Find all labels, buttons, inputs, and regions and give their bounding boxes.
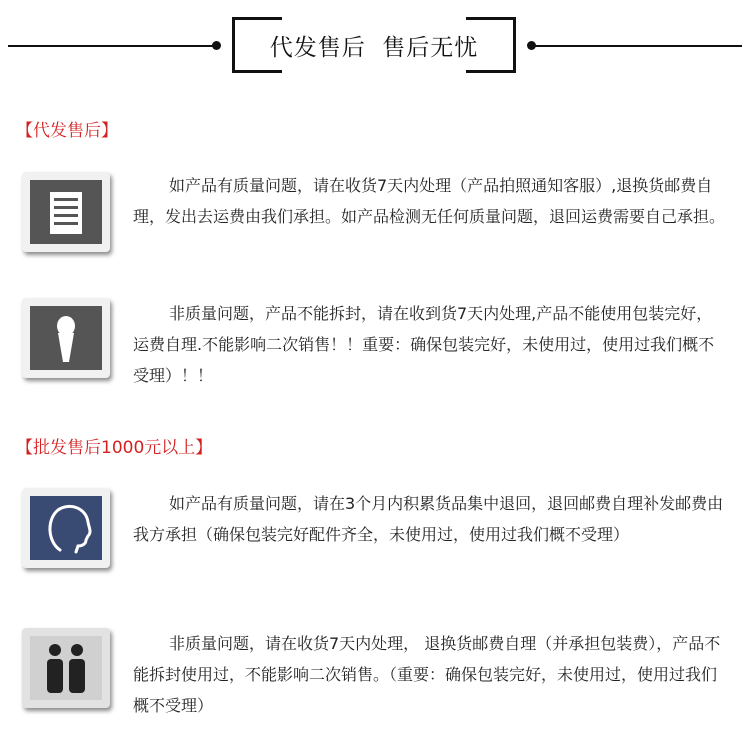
- document-icon: [30, 180, 102, 244]
- item-1-text: 如产品有质量问题，请在收货7天内处理（产品拍照通知客服）,退换货邮费自理，发出去运费由我们承担。如产品检测无任何质量问题，退回运费需要自己承担。: [133, 176, 726, 226]
- section-heading-wholesale: 【批发售后1000元以上】: [16, 438, 213, 458]
- item-3-icon-tile: [22, 488, 112, 570]
- item-4-text: 非质量问题，请在收货7天内处理， 退换货邮费自理（并承担包装费），产品不能拆封使用过，不能影响二次销售。（重要：确保包装完好，未使用过，使用过我们概不受理）: [133, 634, 721, 715]
- item-2-icon-tile: [22, 298, 112, 380]
- head-profile-icon: [30, 496, 102, 560]
- header-line-right: [532, 45, 742, 47]
- header-dot-left: [212, 41, 221, 50]
- item-3-text: 如产品有质量问题，请在3个月内积累货品集中退回，退回邮费自理补发邮费由我方承担（确保包装完好配件齐全，未使用过，使用过我们概不受理）: [133, 494, 724, 544]
- page-title: 代发售后 售后无忧: [269, 35, 479, 61]
- item-1-icon-tile: [22, 172, 112, 254]
- item-4-icon-tile: [22, 628, 112, 710]
- microphone-icon: [30, 306, 102, 370]
- people-icon: [30, 636, 102, 700]
- section-heading-dropship: 【代发售后】: [16, 121, 118, 141]
- item-2-text: 非质量问题，产品不能拆封，请在收到货7天内处理,产品不能使用包装完好，运费自理.不能影响二次销售！！重要：确保包装完好，未使用过，使用过我们概不受理）！！: [133, 304, 715, 385]
- header-title-box: [232, 17, 516, 73]
- header-line-left: [8, 45, 216, 47]
